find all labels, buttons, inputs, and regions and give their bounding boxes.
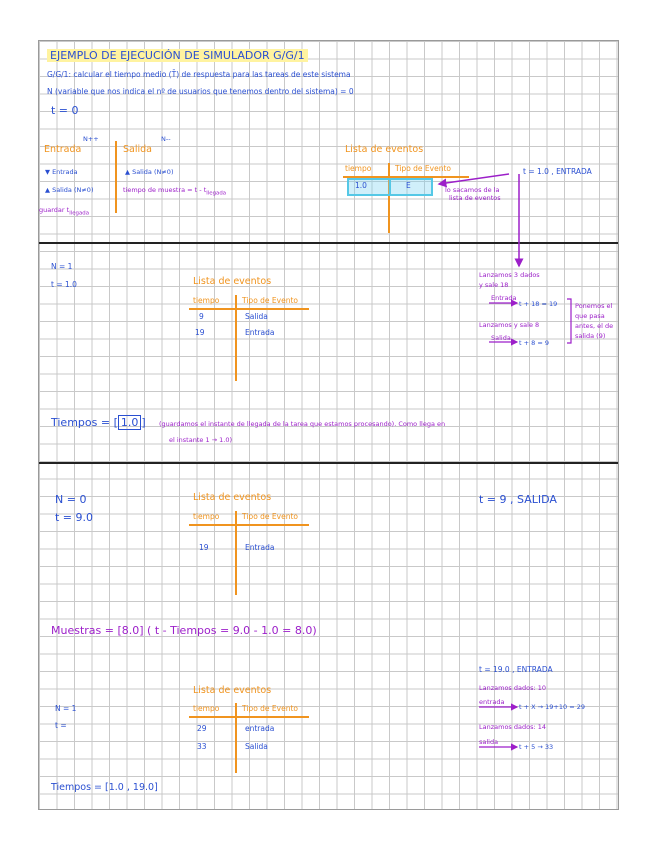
t-value-2: t = 1.0 xyxy=(51,280,77,289)
entrada-arrow-label: Entrada xyxy=(491,294,517,302)
row-tiempo-4a: 29 xyxy=(197,724,207,733)
t-initial: t = 0 xyxy=(51,104,79,117)
dados-note-4a: Lanzamos dados: 10 xyxy=(479,684,547,692)
dados-note-1b: y sale 18 xyxy=(479,281,509,289)
tiempos-note-1: (guardamos el instante de llegada de la tarea que estamos procesando). Como llega en xyxy=(159,420,446,428)
salida-item: ▲ Salida (N≠0) xyxy=(125,168,174,176)
tiempos-array-2: Tiempos = [ 1.0 ] xyxy=(51,416,146,429)
row-tiempo-3a: 19 xyxy=(199,543,209,552)
entrada-arrow-label-4: entrada xyxy=(479,698,505,706)
col-tipo-4: Tipo de Evento xyxy=(242,704,299,713)
event-entrada-4: t = 19.0 , ENTRADA xyxy=(479,665,553,674)
salida-heading: Salida xyxy=(123,144,152,155)
entrada-superscript: N++ xyxy=(83,135,99,143)
row-tiempo-1: 1.0 xyxy=(355,181,367,190)
col-tipo-2: Tipo de Evento xyxy=(242,296,299,305)
dados-note-1a: Lanzamos 3 dados xyxy=(479,271,540,279)
dados-note-4b: Lanzamos dados: 14 xyxy=(479,723,547,731)
row-tipo-1: E xyxy=(406,181,411,190)
order-note-2: que pasa xyxy=(575,312,605,320)
n-value-4: N = 1 xyxy=(55,704,77,713)
row-tiempo-4b: 33 xyxy=(197,742,207,751)
muestras-formula: Muestras = [8.0] ( t - Tiempos = 9.0 - 1.0 = 8.0) xyxy=(51,624,317,637)
lista-eventos-title-1: Lista de eventos xyxy=(345,144,424,155)
page-title: EJEMPLO DE EJECUCIÓN DE SIMULADOR G/G/1 xyxy=(47,49,308,62)
lista-note-2: lista de eventos xyxy=(449,194,501,202)
calc-entrada-2: t + 18 = 19 xyxy=(519,300,558,308)
col-tiempo-1: tiempo xyxy=(345,164,372,173)
col-tiempo-3: tiempo xyxy=(193,512,220,521)
row-tipo-2b: Entrada xyxy=(245,328,275,337)
lista-eventos-title-4: Lista de eventos xyxy=(193,685,272,696)
calc-salida-2: t + 8 = 9 xyxy=(519,339,549,347)
dados-note-2: Lanzamos y sale 8 xyxy=(479,321,540,329)
notebook-page xyxy=(38,40,619,810)
tiempo-muestra: tiempo de muestra = t - $t_{llegada}$ xyxy=(123,186,227,197)
calc-salida-4: t + 5 → 33 xyxy=(519,743,554,751)
tiempos-note-2: el instante 1 → 1.0) xyxy=(169,436,233,444)
order-note-1: Ponemos el xyxy=(575,302,613,310)
event-entrada-1: t = 1.0 , ENTRADA xyxy=(523,167,592,176)
entrada-heading: Entrada xyxy=(44,144,82,155)
col-tiempo-2: tiempo xyxy=(193,296,220,305)
col-tipo-1: Tipo de Evento xyxy=(395,164,452,173)
guardar-t: guardar $t_{llegada}$ xyxy=(39,206,90,217)
row-tipo-2a: Salida xyxy=(245,312,268,321)
t-value-4: t = xyxy=(55,721,67,730)
lista-eventos-title-3: Lista de eventos xyxy=(193,492,272,503)
n-value-2: N = 1 xyxy=(51,262,73,271)
salida-arrow-label: Salida xyxy=(491,334,511,342)
row-tipo-4a: entrada xyxy=(245,724,275,733)
entrada-item: ▼ Entrada xyxy=(45,168,78,176)
salida-arrow-label-4: salida xyxy=(479,738,499,746)
t-value-3: t = 9.0 xyxy=(55,511,94,524)
lista-note-1: lo sacamos de la xyxy=(445,186,500,194)
row-tiempo-2a: 9 xyxy=(199,312,204,321)
salida-item-2: ▲ Salida (N≠0) xyxy=(45,186,94,194)
col-tiempo-4: tiempo xyxy=(193,704,220,713)
order-note-4: salida (9) xyxy=(575,332,606,340)
calc-entrada-4: t + X → 19+10 = 29 xyxy=(519,703,585,711)
tiempos-array-4: Tiempos = [1.0 , 19.0] xyxy=(51,782,158,793)
n-definition: N (variable que nos indica el nº de usuarios que tenemos dentro del sistema) = 0 xyxy=(47,87,354,96)
row-tiempo-2b: 19 xyxy=(195,328,205,337)
salida-superscript: N-- xyxy=(161,135,171,143)
n-value-3: N = 0 xyxy=(55,493,87,506)
row-tipo-4b: Salida xyxy=(245,742,268,751)
row-tipo-3a: Entrada xyxy=(245,543,275,552)
objective-text: G/G/1: calcular el tiempo medio (T̄) de respuesta para las tareas de este sistema xyxy=(47,70,351,79)
lista-eventos-title-2: Lista de eventos xyxy=(193,276,272,287)
annotation-arrows xyxy=(39,41,618,809)
event-salida-3: t = 9 , SALIDA xyxy=(479,493,557,506)
order-note-3: antes, el de xyxy=(575,322,614,330)
col-tipo-3: Tipo de Evento xyxy=(242,512,299,521)
